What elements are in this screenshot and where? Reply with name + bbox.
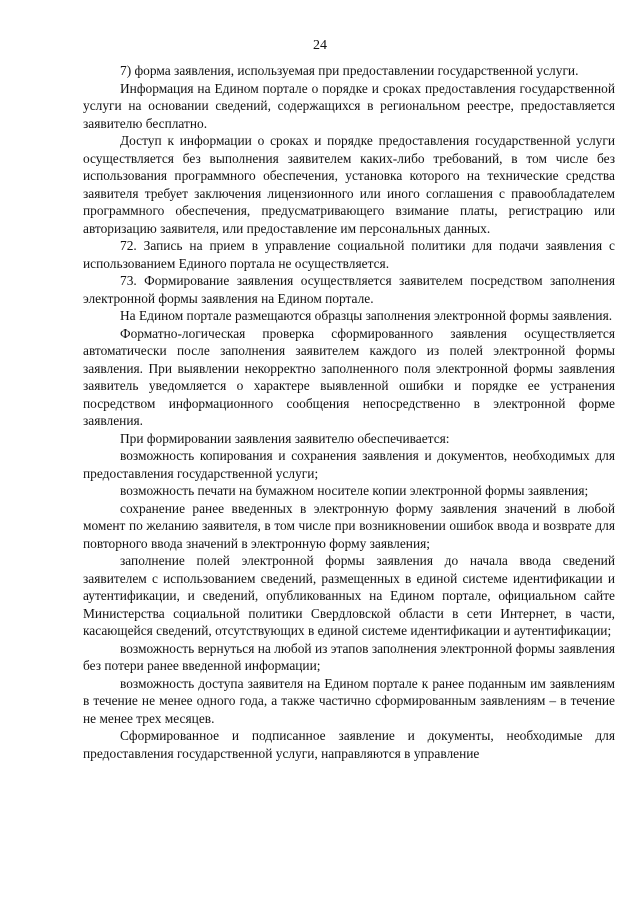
paragraph-form-of-application: 7) форма заявления, используемая при предоставлении государственной услуги. xyxy=(120,63,579,78)
list-item-print: возможность печати на бумажном носителе копии электронной формы заявления; xyxy=(120,483,589,498)
paragraph-item-72: 72. Запись на прием в управление социальной политики для подачи заявления с использованием Единого портала не осуществляется. xyxy=(83,238,615,271)
paragraph-item-73: 73. Формирование заявления осуществляется заявителем посредством заполнения электронной формы заявления на Едином портале. xyxy=(83,273,615,306)
list-item-copy-and-save: возможность копирования и сохранения заявления и документов, необходимых для предоставления государственной услуги; xyxy=(83,448,615,481)
paragraph-provided-when-forming: При формировании заявления заявителю обеспечивается: xyxy=(120,430,450,446)
list-item-return-to-step: возможность вернуться на любой из этапов заполнения электронной формы заявления без потери ранее введенной информации; xyxy=(83,640,615,673)
document-body xyxy=(83,62,615,762)
page-number: 24 xyxy=(313,38,327,53)
list-item-access-previous: возможность доступа заявителя на Едином портале к ранее поданным им заявлениям в течение не менее одного года, а также частично сформированным заявлениям – в течение не менее трех месяцев. xyxy=(83,675,615,726)
list-item-prefill-fields: заполнение полей электронной формы заявления до начала ввода сведений заявителем с использованием сведений, размещенных в единой системе идентификации и аутентификации, и сведений, опубликованных на Едином портале, официальном сайте Министерства социальной политики Свердловской области в сети Интернет, в части, касающейся сведений, отсутствующих в единой системе идентификации и аутентификации; xyxy=(83,553,615,638)
paragraph-samples: На Едином портале размещаются образцы заполнения электронной формы заявления. xyxy=(120,308,613,323)
paragraph-portal-information: Информация на Едином портале о порядке и сроках предоставления государственной услуги на основании сведений, содержащихся в региональном реестре, предоставляется заявителю бесплатно. xyxy=(83,80,615,131)
paragraph-submitted-application: Сформированное и подписанное заявление и документы, необходимые для предоставления государственной услуги, направляются в управление xyxy=(83,728,615,761)
paragraph-access-to-information: Доступ к информации о сроках и порядке предоставления государственной услуги осуществляется без выполнения заявителем каких-либо требований, в том числе без использования программного обеспечения, установка которого на технические средства заявителя требует заключения лицензионного или иного соглашения с правообладателем программного обеспечения, предусматривающего взимание платы, регистрацию или авторизацию заявителя, или предоставление им персональных данных. xyxy=(83,133,615,236)
list-item-save-values: сохранение ранее введенных в электронную форму заявления значений в любой момент по желанию заявителя, в том числе при возникновении ошибок ввода и возврате для повторного ввода значений в электронную форму заявления; xyxy=(83,500,615,551)
paragraph-format-logical-check: Форматно-логическая проверка сформированного заявления осуществляется автоматически после заполнения заявителем каждого из полей электронной формы заявления. При выявлении некорректно заполненного поля электронной формы заявления заявитель уведомляется о характере выявленной ошибки и порядке ее устранения посредством информационного сообщения непосредственно в электронной форме заявления. xyxy=(83,325,615,428)
